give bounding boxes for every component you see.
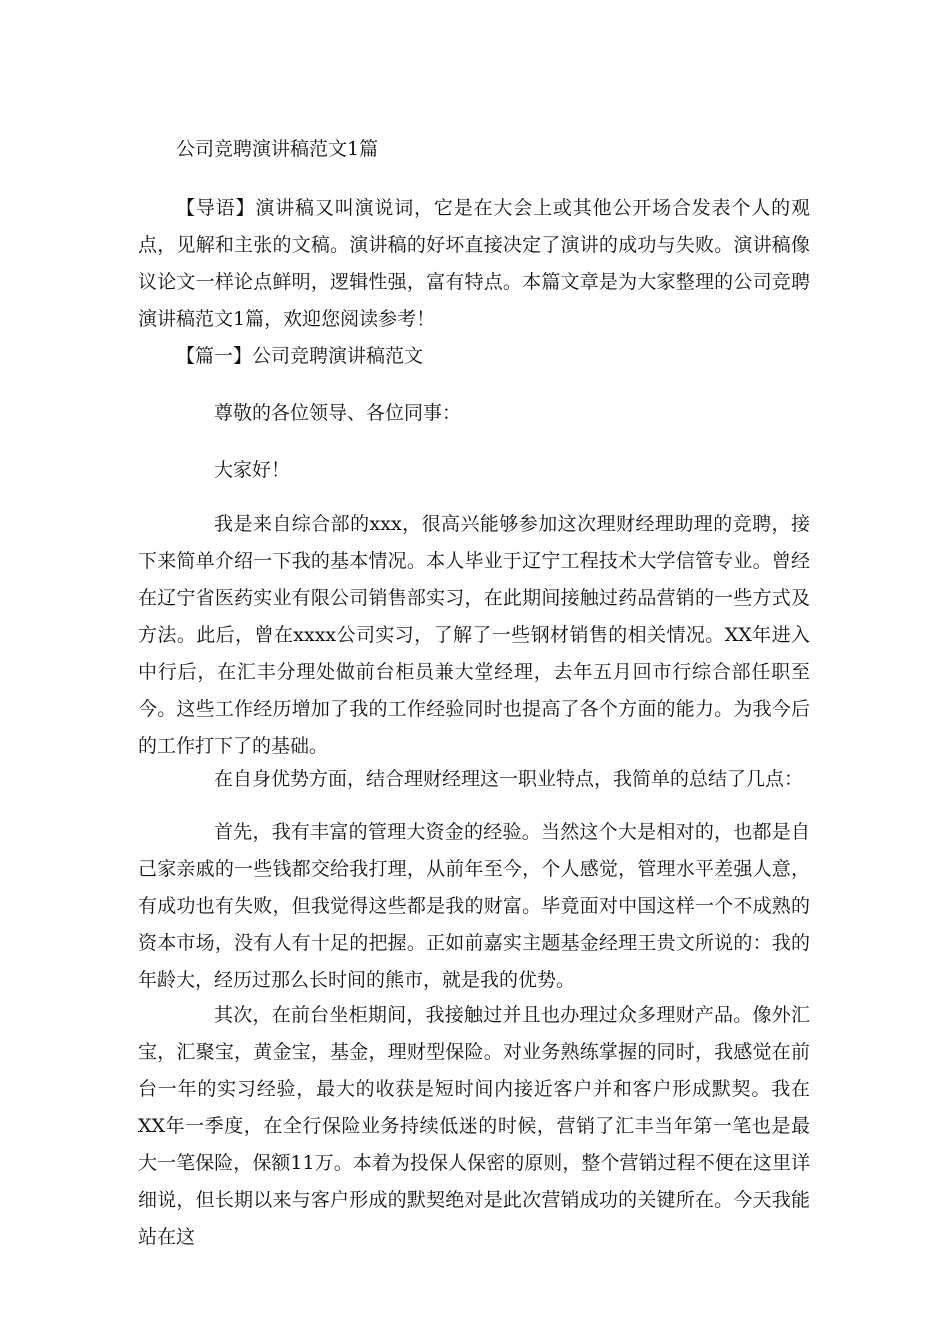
second-point-paragraph: 其次，在前台坐柜期间，我接触过并且也办理过众多理财产品。像外汇宝，汇聚宝，黄金宝，基金，理财型保险。对业务熟练掌握的同时，我感觉在前台一年的实习经验，最大的收获是短时间内接近客户并和客户形成默契。我在XX年一季度，在全行保险业务持续低迷的时候，营销了汇丰当年第一笔也是最大一笔保险，保额11万。本着为投保人保密的原则，整个营销过程不便在这里详细说，但长期以来与客户形成的默契绝对是此次营销成功的关键所在。今天我能站在这	[138, 1004, 810, 1248]
section-heading: 【篇一】公司竞聘演讲稿范文	[176, 345, 424, 367]
page-title: 公司竞聘演讲稿范文1篇	[176, 138, 379, 160]
salutation: 尊敬的各位领导、各位同事：	[214, 402, 462, 424]
intro-paragraph: 我是来自综合部的xxx，很高兴能够参加这次理财经理助理的竞聘，接下来简单介绍一下我的基本情况。本人毕业于辽宁工程技术大学信管专业。曾经在辽宁省医药实业有限公司销售部实习，在此期间接触过药品营销的一些方式及方法。此后，曾在xxxx公司实习，了解了一些钢材销售的相关情况。XX年进入中行后，在汇丰分理处做前台柜员兼大堂经理，去年五月回市行综合部任职至今。这些工作经历增加了我的工作经验同时也提高了各个方面的能力。为我今后的工作打下了的基础。	[138, 513, 810, 757]
guide-paragraph: 【导语】演讲稿又叫演说词，它是在大会上或其他公开场合发表个人的观点，见解和主张的文稿。演讲稿的好坏直接决定了演讲的成功与失败。演讲稿像议论文一样论点鲜明，逻辑性强，富有特点。本篇文章是为大家整理的公司竞聘演讲稿范文1篇，欢迎您阅读参考！	[138, 197, 810, 330]
advantages-paragraph: 在自身优势方面，结合理财经理这一职业特点，我简单的总结了几点：	[214, 768, 804, 790]
greeting: 大家好！	[214, 459, 291, 481]
first-point-paragraph: 首先，我有丰富的管理大资金的经验。当然这个大是相对的，也都是自己家亲戚的一些钱都交给我打理，从前年至今，个人感觉，管理水平差强人意，有成功也有失败，但我觉得这些都是我的财富。毕竟面对中国这样一个不成熟的资本市场，没有人有十足的把握。正如前嘉实主题基金经理王贵文所说的：我的年龄大，经历过那么长时间的熊市，就是我的优势。	[138, 821, 810, 991]
